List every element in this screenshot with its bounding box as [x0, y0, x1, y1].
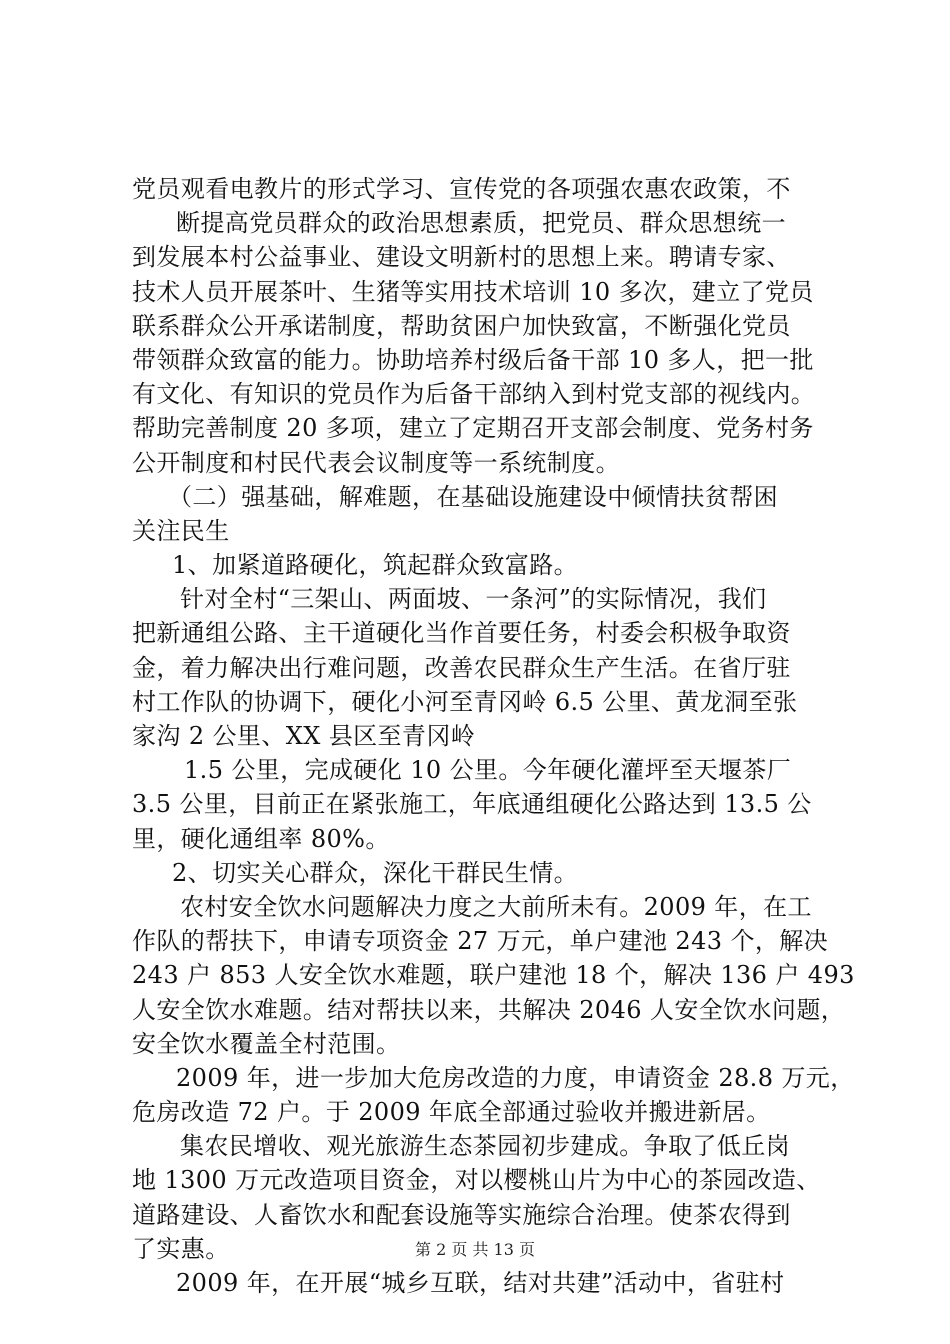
text-line: 里，硬化通组率 80%。	[132, 824, 390, 853]
text-line: 2009 年，在开展“城乡互联，结对共建”活动中，省驻村	[176, 1269, 785, 1297]
text-line: 党员观看电教片的形式学习、宣传党的各项强农惠农政策，不	[132, 175, 791, 203]
text-line: 有文化、有知识的党员作为后备干部纳入到村党支部的视线内。	[132, 380, 816, 409]
text-line: 作队的帮扶下，申请专项资金 27 万元，单户建池 243 个，解决	[132, 927, 829, 956]
text-line: 技术人员开展茶叶、生猪等实用技术培训 10 多次，建立了党员	[132, 277, 814, 306]
text-line: 帮助完善制度 20 多项，建立了定期召开支部会制度、党务村务	[132, 414, 814, 443]
text-line: 安全饮水覆盖全村范围。	[132, 1029, 401, 1058]
text-line: 村工作队的协调下，硬化小河至青冈岭 6.5 公里、黄龙洞至张	[132, 687, 798, 716]
text-line: 地 1300 万元改造项目资金，对以樱桃山片为中心的茶园改造、	[132, 1166, 821, 1195]
text-line: 1.5 公里，完成硬化 10 公里。今年硬化灌坪至天堰茶厂	[184, 756, 792, 785]
text-line: 断提高党员群众的政治思想素质，把党员、群众思想统一	[176, 209, 786, 238]
page-footer: 第 2 页 共 13 页	[415, 1240, 535, 1259]
text-line: 关注民生	[132, 516, 230, 545]
text-line: 联系群众公开承诺制度，帮助贫困户加快致富，不断强化党员	[132, 311, 791, 340]
text-line: 家沟 2 公里、XX 县区至青冈岭	[132, 722, 476, 750]
text-line: 到发展本村公益事业、建设文明新村的思想上来。聘请专家、	[132, 243, 791, 272]
document-body	[132, 172, 855, 1300]
text-line: 243 户 853 人安全饮水难题，联户建池 18 个，解决 136 户 493	[132, 961, 855, 990]
text-line: 了实惠。	[132, 1234, 230, 1263]
text-line: （二）强基础，解难题，在基础设施建设中倾情扶贫帮困	[168, 482, 778, 511]
text-line: 2、切实关心群众，深化干群民生情。	[172, 858, 579, 887]
text-line: 带领群众致富的能力。协助培养村级后备干部 10 多人，把一批	[132, 345, 814, 374]
text-line: 道路建设、人畜饮水和配套设施等实施综合治理。使茶农得到	[132, 1200, 791, 1229]
text-line: 3.5 公里，目前正在紧张施工，年底通组硬化公路达到 13.5 公	[132, 790, 812, 819]
text-line: 金，着力解决出行难问题，改善农民群众生产生活。在省厅驻	[132, 653, 791, 682]
text-line: 人安全饮水难题。结对帮扶以来，共解决 2046 人安全饮水问题，	[132, 995, 846, 1024]
text-line: 危房改造 72 户。于 2009 年底全部通过验收并搬进新居。	[132, 1098, 771, 1127]
text-line: 针对全村“三架山、两面坡、一条河”的实际情况，我们	[180, 585, 767, 614]
text-line: 2009 年，进一步加大危房改造的力度，申请资金 28.8 万元，	[176, 1063, 855, 1092]
text-line: 公开制度和村民代表会议制度等一系统制度。	[132, 448, 620, 477]
text-line: 把新通组公路、主干道硬化当作首要任务，村委会积极争取资	[132, 619, 791, 648]
text-line: 1、加紧道路硬化，筑起群众致富路。	[172, 551, 579, 580]
text-line: 农村安全饮水问题解决力度之大前所未有。2009 年，在工	[180, 892, 812, 921]
text-line: 集农民增收、观光旅游生态茶园初步建成。争取了低丘岗	[180, 1132, 790, 1161]
